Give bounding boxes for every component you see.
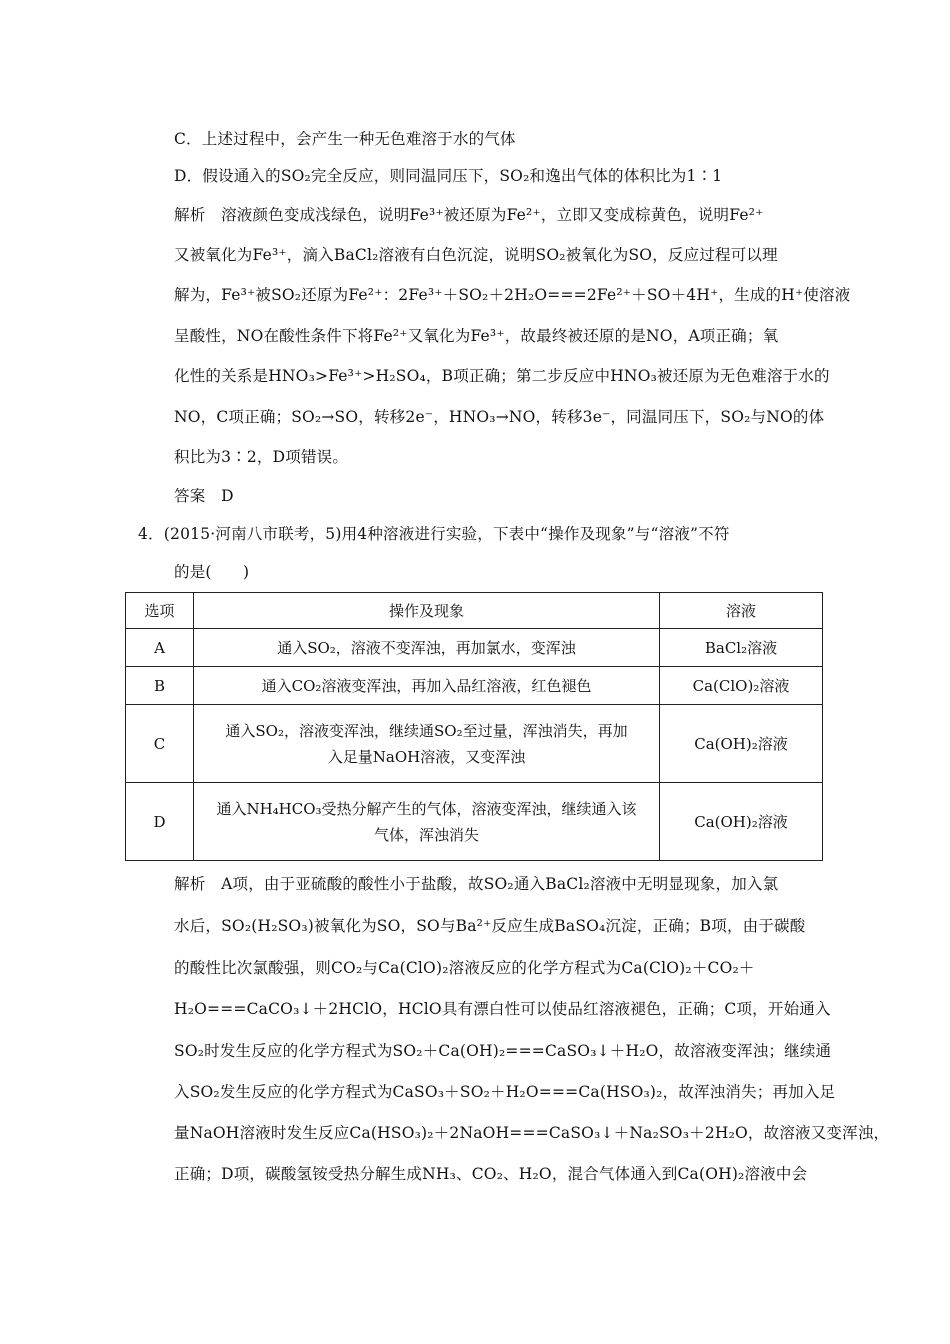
table-row <box>126 629 823 667</box>
operation-text: 气体，浑浊消失 <box>373 825 479 844</box>
operation-text: 通入CO₂溶液变浑浊，再加入品红溶液，红色褪色 <box>261 676 592 695</box>
row-operation <box>194 629 660 667</box>
analysis-line: 解为，Fe³⁺被SO₂还原为Fe²⁺：2Fe³⁺＋SO₂＋2H₂O===2Fe²⁺＋SO＋4H⁺，生成的H⁺使溶液 <box>174 286 851 304</box>
analysis-line: 量NaOH溶液时发生反应Ca(HSO₃)₂＋2NaOH===CaSO₃↓＋Na₂SO₃＋2H₂O，故溶液又变浑浊， <box>174 1124 890 1142</box>
operation-text: 通入NH₄HCO₃受热分解产生的气体，溶液变浑浊，继续通入该 <box>216 799 637 818</box>
analysis-line: 又被氧化为Fe³⁺，滴入BaCl₂溶液有白色沉淀，说明SO₂被氧化为SO，反应过程可以理 <box>174 246 778 264</box>
analysis-line: 解析 溶液颜色变成浅绿色，说明Fe³⁺被还原为Fe²⁺，立即又变成棕黄色，说明Fe²⁺ <box>174 206 764 224</box>
row-solution: Ca(OH)₂溶液 <box>660 783 823 861</box>
analysis-line: 水后，SO₂(H₂SO₃)被氧化为SO，SO与Ba²⁺反应生成BaSO₄沉淀，正确；B项，由于碳酸 <box>174 917 806 935</box>
operation-text: 通入SO₂，溶液不变浑浊，再加氯水，变浑浊 <box>277 638 576 657</box>
answer-line: 答案 D <box>174 487 234 505</box>
analysis-line: 积比为3∶2，D项错误。 <box>174 448 349 466</box>
header-solution: 溶液 <box>660 593 823 629</box>
question-stem: 4．(2015·河南八市联考，5)用4种溶液进行实验，下表中“操作及现象”与“溶液”不符 <box>138 525 730 543</box>
table-row <box>126 667 823 705</box>
row-option: B <box>126 667 194 705</box>
row-option: C <box>126 705 194 783</box>
row-operation <box>194 705 660 783</box>
row-solution: Ca(OH)₂溶液 <box>660 705 823 783</box>
analysis-line: 正确；D项，碳酸氢铵受热分解生成NH₃、CO₂、H₂O，混合气体通入到Ca(OH)₂溶液中会 <box>174 1165 808 1183</box>
row-solution: BaCl₂溶液 <box>660 629 823 667</box>
table-header-row <box>126 593 823 629</box>
analysis-line: 入SO₂发生反应的化学方程式为CaSO₃＋SO₂＋H₂O===Ca(HSO₃)₂，故浑浊消失；再加入足 <box>174 1083 836 1101</box>
analysis-line: 化性的关系是HNO₃>Fe³⁺>H₂SO₄，B项正确；第二步反应中HNO₃被还原为无色难溶于水的 <box>174 367 830 385</box>
row-operation <box>194 667 660 705</box>
options-table <box>125 592 823 861</box>
row-option: A <box>126 629 194 667</box>
table-row <box>126 783 823 861</box>
option-d-text: D．假设通入的SO₂完全反应，则同温同压下，SO₂和逸出气体的体积比为1∶1 <box>174 167 723 185</box>
analysis-line: 的酸性比次氯酸强，则CO₂与Ca(ClO)₂溶液反应的化学方程式为Ca(ClO)₂＋CO₂＋ <box>174 959 755 977</box>
analysis-line: H₂O===CaCO₃↓＋2HClO，HClO具有漂白性可以使品红溶液褪色，正确；C项，开始通入 <box>174 1000 831 1018</box>
operation-text: 通入SO₂，溶液变浑浊，继续通SO₂至过量，浑浊消失，再加 <box>225 721 628 740</box>
row-solution: Ca(ClO)₂溶液 <box>660 667 823 705</box>
row-operation <box>194 783 660 861</box>
question-stem-cont: 的是( ) <box>174 563 250 581</box>
header-option: 选项 <box>126 593 194 629</box>
analysis-line: 解析 A项，由于亚硫酸的酸性小于盐酸，故SO₂通入BaCl₂溶液中无明显现象，加入氯 <box>174 875 779 893</box>
option-c-text: C．上述过程中，会产生一种无色难溶于水的气体 <box>174 130 516 148</box>
operation-text: 入足量NaOH溶液，又变浑浊 <box>327 747 526 766</box>
table-row <box>126 705 823 783</box>
header-operation: 操作及现象 <box>194 593 660 629</box>
analysis-line: NO，C项正确；SO₂→SO，转移2e⁻，HNO₃→NO，转移3e⁻，同温同压下，SO₂与NO的体 <box>174 408 825 426</box>
analysis-line: 呈酸性，NO在酸性条件下将Fe²⁺又氧化为Fe³⁺，故最终被还原的是NO，A项正确；氧 <box>174 327 779 345</box>
row-option: D <box>126 783 194 861</box>
analysis-line: SO₂时发生反应的化学方程式为SO₂＋Ca(OH)₂===CaSO₃↓＋H₂O，故溶液变浑浊；继续通 <box>174 1042 832 1060</box>
